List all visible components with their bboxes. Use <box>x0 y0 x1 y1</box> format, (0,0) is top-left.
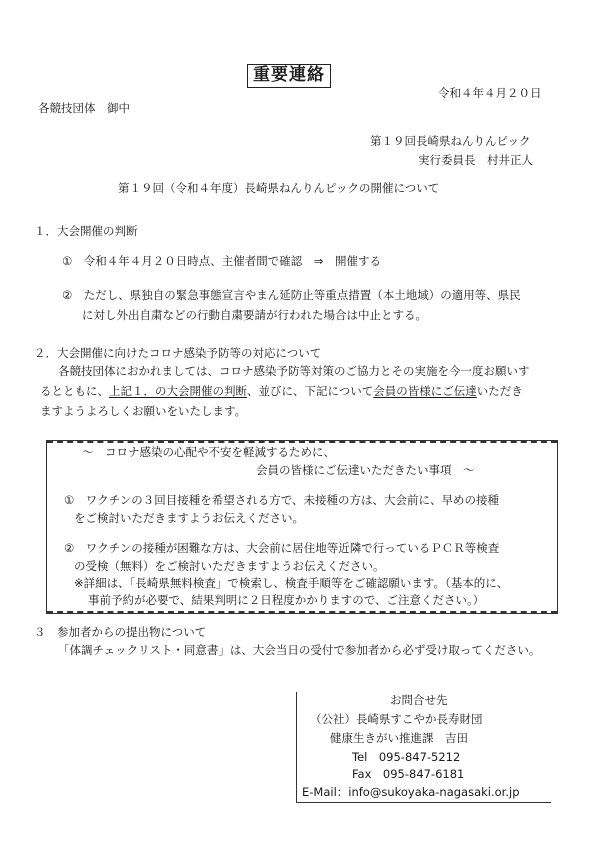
notice-item1-line2: をご検討いただきますようお伝えください。 <box>74 511 304 525</box>
section2-heading: ２．大会開催に向けたコロナ感染予防等の対応について <box>34 346 322 360</box>
notice-item2-line2: の受検（無料）をご検討いただきますようお伝えください。 <box>74 559 385 573</box>
notice-box-bottom-border <box>47 611 557 613</box>
section2-paragraph-line3: ますようよろしくお願いをいたします。 <box>40 404 247 418</box>
section2-underline-2: 会員の皆様にご伝達 <box>373 384 477 398</box>
section1-item2-line2: に対し外出自粛などの行動自粛要請が行われた場合は中止とする。 <box>82 308 427 322</box>
section2-text-a: るとともに、 <box>40 384 109 398</box>
notice-item2-line1: ② ワクチンの接種が困難な方は、大会前に居住地等近隣で行っているＰＣＲ等検査 <box>64 541 500 555</box>
addressee: 各競技団体 御中 <box>38 101 130 115</box>
notice-header-line2: 会員の皆様にご伝達いただきたい事項 ～ <box>256 463 475 477</box>
page-title: 重要連絡 <box>247 64 331 88</box>
notice-item2-line3: ※詳細は、「長崎県無料検査」で検索し、検査手順等をご確認願います。（基本的に、 <box>74 576 509 590</box>
contact-telephone: Tel 095-847-5212 <box>352 750 461 764</box>
section1-item2-line1: ② ただし、県独自の緊急事態宣言やまん延防止等重点措置（本土地域）の適用等、県民 <box>62 288 521 302</box>
sender-name: 実行委員長 村井正人 <box>418 153 533 167</box>
notice-item2-line4: 事前予約が必要で、結果判明に２日程度かかりますので、ご注意ください。） <box>88 593 485 607</box>
section2-paragraph-line2 <box>40 386 523 398</box>
section2-text-b: 、並びに、下記について <box>247 384 374 398</box>
contact-organization: （公社）長崎県すこやか長寿財団 <box>310 712 483 726</box>
section1-item1: ① 令和４年４月２０日時点、主催者間で確認 ⇒ 開催する <box>62 254 381 268</box>
section1-heading: １．大会開催の判断 <box>34 224 138 238</box>
section2-text-c: いただき <box>476 384 523 398</box>
contact-email: E-Mail：info@sukoyaka-nagasaki.or.jp <box>302 785 520 799</box>
issue-date: 令和４年４月２０日 <box>438 86 542 100</box>
contact-fax: Fax 095-847-6181 <box>352 767 465 781</box>
section3-text: 「体調チェックリスト・同意書」は、大会当日の受付で参加者から必ず受け取ってください。 <box>58 643 541 657</box>
notice-box-top-border <box>47 441 557 443</box>
document-subject: 第１９回（令和４年度）長崎県ねんりんピックの開催について <box>118 181 440 195</box>
section3-heading: ３ 参加者からの提出物について <box>34 625 207 639</box>
section2-paragraph-line1: 各競技団体におかれましては、コロナ感染予防等対策のご協力とその実施を今一度お願いす <box>58 364 530 378</box>
section2-underline-1: 上記１．の大会開催の判断 <box>109 384 247 398</box>
notice-item1-line1: ① ワクチンの３回目接種を希望される方で、未接種の方は、大会前に、早めの接種 <box>64 493 500 507</box>
notice-header-line1: ～ コロナ感染の心配や不安を軽減するために、 <box>82 445 335 459</box>
sender-organization: 第１９回長崎県ねんりんピック <box>370 134 531 148</box>
contact-heading: お問合せ先 <box>390 693 448 707</box>
contact-department: 健康生きがい推進課 吉田 <box>330 731 468 745</box>
contact-box-left-border <box>296 692 298 802</box>
contact-box-bottom-border <box>296 802 551 803</box>
